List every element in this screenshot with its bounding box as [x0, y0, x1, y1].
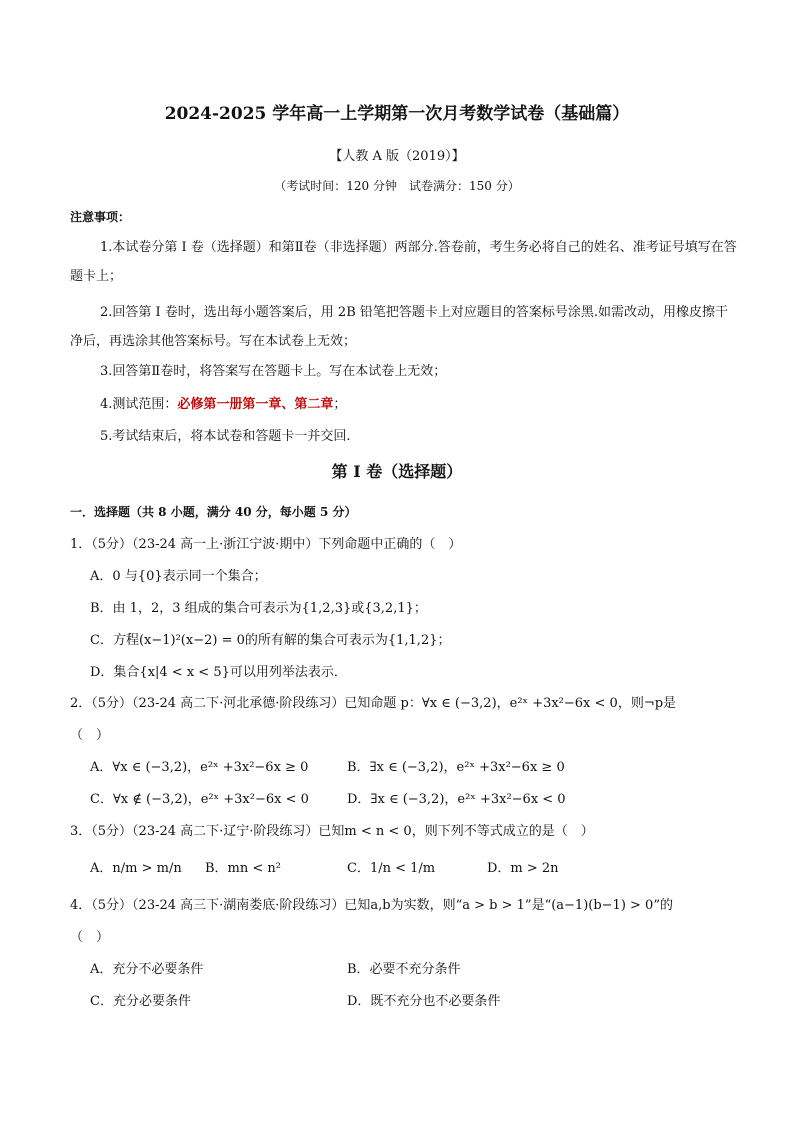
edition-label: 【人教 A 版（2019）】 [329, 149, 465, 164]
notice-title: 注意事项： [70, 210, 131, 224]
question-3-option-a: A．n/m > m/n [90, 861, 182, 876]
question-2-option-d: D．∃x ∈ (−3,2)，e²ˣ +3x²−6x < 0 [347, 792, 566, 807]
question-4-option-a: A．充分不必要条件 [90, 962, 204, 977]
question-1-stem: 1．（5分）（23-24 高一上·浙江宁波·期中）下列命题中正确的（ ） [70, 537, 462, 552]
question-3-option-c: C．1/n < 1/m [347, 861, 436, 876]
question-4-option-b: B．必要不充分条件 [347, 962, 461, 977]
test-scope: 必修第一册第一章、第二章 [177, 397, 334, 412]
question-4-option-d: D．既不充分也不必要条件 [347, 994, 501, 1009]
question-4-option-c: C．充分必要条件 [90, 994, 191, 1009]
exam-title: 2024-2025 学年高一上学期第一次月考数学试卷（基础篇） [164, 104, 630, 124]
notice-item-2: 2.回答第 I 卷时，选出每小题答案后，用 2B 铅笔把答题卡上对应题目的答案标号涂黑.如需改动，用橡皮擦干净后，再选涂其他答案标号。写在本试卷上无效； [70, 305, 729, 349]
question-2-option-a: A．∀x ∈ (−3,2)，e²ˣ +3x²−6x ≥ 0 [90, 760, 309, 775]
question-1-option-d: D．集合{x|4 < x < 5}可以用列举法表示． [90, 665, 347, 680]
question-2-stem: 2．（5分）（23-24 高二下·河北承德·阶段练习）已知命题 p：∀x ∈ (−3,2)，e²ˣ +3x²−6x < 0，则¬p是 [70, 696, 677, 711]
question-1-option-a: A．0 与{0}表示同一个集合； [90, 569, 267, 584]
notice-item-3: 3.回答第Ⅱ卷时，将答案写在答题卡上。写在本试卷上无效； [100, 364, 447, 379]
question-4-paren: （ ） [70, 930, 110, 945]
notice-item-4-prefix: 4.测试范围： [100, 397, 178, 412]
question-2-option-b: B．∃x ∈ (−3,2)，e²ˣ +3x²−6x ≥ 0 [347, 760, 565, 775]
question-1-option-c: C．方程(x−1)²(x−2) = 0的所有解的集合可表示为{1,1,2}； [90, 633, 451, 648]
notice-item-1: 1.本试卷分第 I 卷（选择题）和第Ⅱ卷（非选择题）两部分.答卷前，考生务必将自己的姓名、准考证号填写在答题卡上； [70, 240, 737, 284]
question-3-option-d: D．m > 2n [487, 861, 559, 876]
notice-item-4 [70, 396, 740, 414]
question-2-paren: （ ） [70, 728, 110, 743]
question-4-stem: 4．（5分）（23-24 高三下·湖南娄底·阶段练习）已知a,b为实数，则“a > b > 1”是“(a−1)(b−1) > 0”的 [70, 898, 673, 913]
question-1-option-b: B．由 1，2，3 组成的集合可表示为{1,2,3}或{3,2,1}； [90, 601, 427, 616]
part-heading: 一．选择题（共 8 小题，满分 40 分，每小题 5 分） [70, 505, 357, 519]
notice-item-4-suffix: ； [333, 397, 347, 412]
exam-time-info: （考试时间：120 分钟 试卷满分：150 分） [274, 179, 520, 193]
question-2-option-c: C．∀x ∉ (−3,2)，e²ˣ +3x²−6x < 0 [90, 792, 309, 807]
question-3-stem: 3．（5分）（23-24 高二下·辽宁·阶段练习）已知m < n < 0，则下列不等式成立的是（ ） [70, 824, 594, 839]
question-3-option-b: B．mn < n² [205, 861, 281, 876]
section-title: 第 I 卷（选择题） [331, 462, 463, 481]
notice-item-5: 5.考试结束后，将本试卷和答题卡一并交回. [100, 429, 351, 444]
